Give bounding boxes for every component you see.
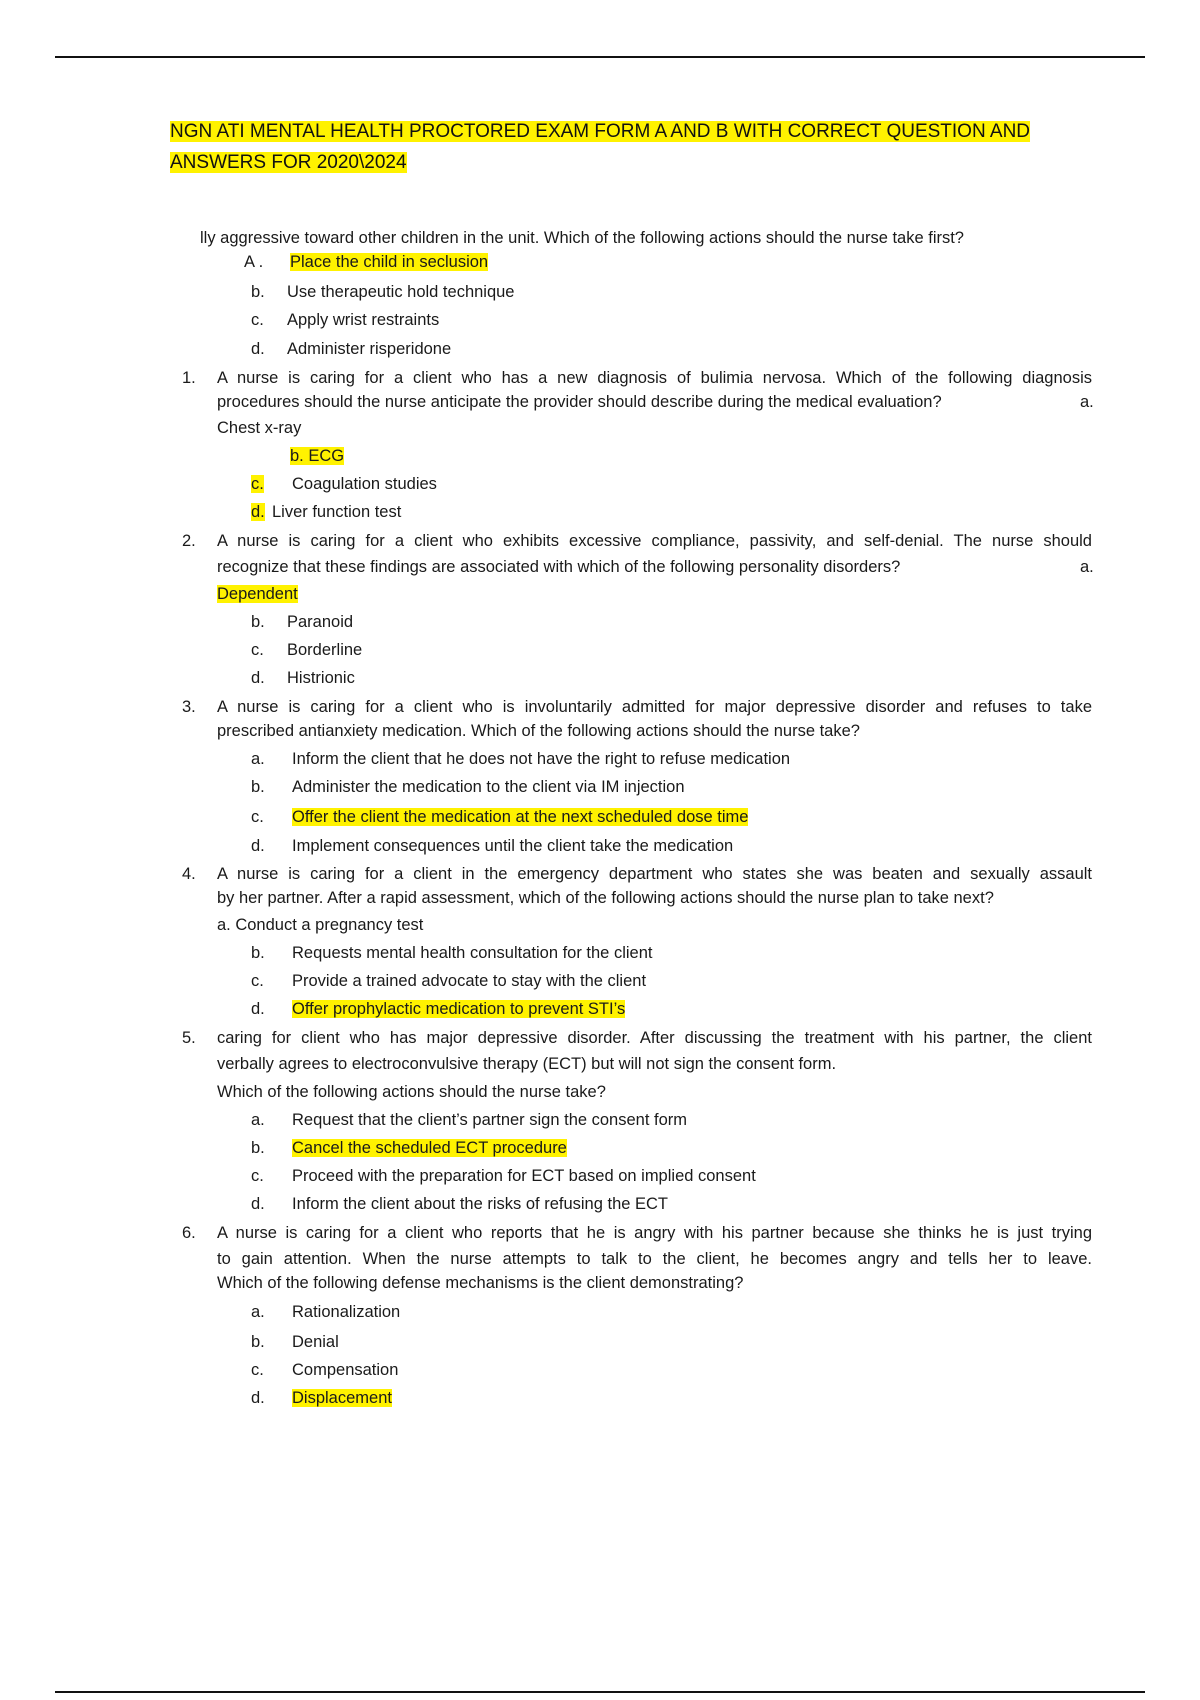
title-line-1: NGN ATI MENTAL HEALTH PROCTORED EXAM FORM A AND B WITH CORRECT QUESTION AND bbox=[170, 121, 1031, 142]
question-number: 3. bbox=[182, 698, 196, 716]
option-text: Borderline bbox=[287, 641, 363, 659]
option-letter: d. bbox=[251, 669, 265, 687]
option-text: Offer prophylactic medication to prevent STI’s bbox=[292, 1000, 626, 1018]
question-number: 6. bbox=[182, 1224, 196, 1242]
option-letter: b. bbox=[251, 283, 265, 301]
title-line-2: ANSWERS FOR 2020\2024 bbox=[170, 152, 407, 173]
question-stem: lly aggressive toward other children in the unit. Which of the following actions should the nurse take first? bbox=[200, 229, 964, 247]
option-text: Displacement bbox=[292, 1389, 392, 1407]
option-text: Coagulation studies bbox=[292, 475, 437, 493]
top-rule bbox=[55, 56, 1145, 58]
question-stem: Which of the following defense mechanisms is the client demonstrating? bbox=[217, 1274, 744, 1292]
option-text: Cancel the scheduled ECT procedure bbox=[292, 1139, 567, 1157]
question-stem: A nurse is caring for a client who exhibits excessive compliance, passivity, and self-denial. The nurse should bbox=[217, 532, 1092, 550]
option-text: Chest x-ray bbox=[217, 419, 302, 437]
option-letter: d. bbox=[251, 1389, 265, 1407]
question-number: 4. bbox=[182, 865, 196, 883]
option-text: Implement consequences until the client take the medication bbox=[292, 837, 734, 855]
document-title bbox=[170, 116, 1070, 178]
option-text: Provide a trained advocate to stay with the client bbox=[292, 972, 647, 990]
option-letter: c. bbox=[251, 475, 264, 493]
option-text: Place the child in seclusion bbox=[290, 253, 489, 271]
question-stem: prescribed antianxiety medication. Which of the following actions should the nurse take? bbox=[217, 722, 860, 740]
option-letter: d. bbox=[251, 1000, 265, 1018]
question-stem: caring for client who has major depressive disorder. After discussing the treatment with his partner, the client bbox=[217, 1029, 1092, 1047]
option-letter: d. bbox=[251, 340, 265, 358]
option-text: Inform the client that he does not have the right to refuse medication bbox=[292, 750, 791, 768]
option-letter: b. bbox=[251, 613, 265, 631]
option-text: Paranoid bbox=[287, 613, 354, 631]
option-letter: A . bbox=[244, 253, 264, 271]
option-text: Requests mental health consultation for the client bbox=[292, 944, 653, 962]
question-stem: A nurse is caring for a client who reports that he is angry with his partner because she thinks he is just trying bbox=[217, 1224, 1092, 1242]
option-text: Request that the client’s partner sign the consent form bbox=[292, 1111, 688, 1129]
option-letter: b. bbox=[251, 1139, 265, 1157]
option-correct bbox=[292, 1387, 392, 1409]
option-text: Compensation bbox=[292, 1361, 399, 1379]
option-letter: c. bbox=[251, 972, 264, 990]
option-correct bbox=[292, 806, 748, 828]
option-letter: c. bbox=[251, 641, 264, 659]
option-text: b. ECG bbox=[290, 447, 345, 465]
bottom-rule bbox=[55, 1691, 1145, 1693]
question-stem: A nurse is caring for a client who is involuntarily admitted for major depressive disorder and refuses to take bbox=[217, 698, 1092, 716]
option-letter: a. bbox=[251, 1303, 265, 1321]
question-stem: A nurse is caring for a client in the emergency department who states she was beaten and sexually assault bbox=[217, 865, 1092, 883]
option-text: Denial bbox=[292, 1333, 339, 1351]
question-number: 2. bbox=[182, 532, 196, 550]
question-number: 1. bbox=[182, 369, 196, 387]
option-text: Administer risperidone bbox=[287, 340, 452, 358]
option-letter: a. bbox=[1080, 393, 1094, 411]
option-letter: a. bbox=[251, 1111, 265, 1129]
option-letter: a. bbox=[1080, 558, 1094, 576]
option-text: Liver function test bbox=[272, 503, 402, 521]
question-stem: A nurse is caring for a client who has a new diagnosis of bulimia nervosa. Which of the following diagnosis bbox=[217, 369, 1092, 387]
option-letter: c. bbox=[251, 311, 264, 329]
question-stem: to gain attention. When the nurse attempts to talk to the client, he becomes angry and tells her to leave. bbox=[217, 1250, 1092, 1268]
option-correct bbox=[292, 1137, 567, 1159]
option-correct bbox=[292, 998, 625, 1020]
option-text: Rationalization bbox=[292, 1303, 401, 1321]
option-correct bbox=[290, 445, 344, 467]
option-text: a. Conduct a pregnancy test bbox=[217, 916, 424, 934]
option-letter: b. bbox=[251, 1333, 265, 1351]
question-stem: procedures should the nurse anticipate the provider should describe during the medical evaluation? bbox=[217, 393, 942, 411]
option-text: Inform the client about the risks of refusing the ECT bbox=[292, 1195, 669, 1213]
question-number: 5. bbox=[182, 1029, 196, 1047]
option-letter: b. bbox=[251, 778, 265, 796]
option-letter: c. bbox=[251, 1167, 264, 1185]
option-text: Apply wrist restraints bbox=[287, 311, 440, 329]
option-letter: a. bbox=[251, 750, 265, 768]
option-letter: d. bbox=[251, 503, 265, 521]
option-correct bbox=[290, 251, 488, 273]
option-text: Use therapeutic hold technique bbox=[287, 283, 515, 301]
option-letter: d. bbox=[251, 837, 265, 855]
option-text: Proceed with the preparation for ECT based on implied consent bbox=[292, 1167, 756, 1185]
option-text: Histrionic bbox=[287, 669, 355, 687]
option-letter: c. bbox=[251, 1361, 264, 1379]
option-text: Dependent bbox=[217, 585, 298, 603]
option-letter: d. bbox=[251, 1195, 265, 1213]
option-text: Administer the medication to the client via IM injection bbox=[292, 778, 685, 796]
option-correct bbox=[217, 583, 298, 605]
option-text: Offer the client the medication at the next scheduled dose time bbox=[292, 808, 749, 826]
question-stem: recognize that these findings are associated with which of the following personality disorders? bbox=[217, 558, 901, 576]
question-stem: Which of the following actions should the nurse take? bbox=[217, 1083, 606, 1101]
option-letter: c. bbox=[251, 808, 264, 826]
option-letter: b. bbox=[251, 944, 265, 962]
question-stem: by her partner. After a rapid assessment, which of the following actions should the nurse plan to take next? bbox=[217, 889, 994, 907]
question-stem: verbally agrees to electroconvulsive therapy (ECT) but will not sign the consent form. bbox=[217, 1055, 837, 1073]
